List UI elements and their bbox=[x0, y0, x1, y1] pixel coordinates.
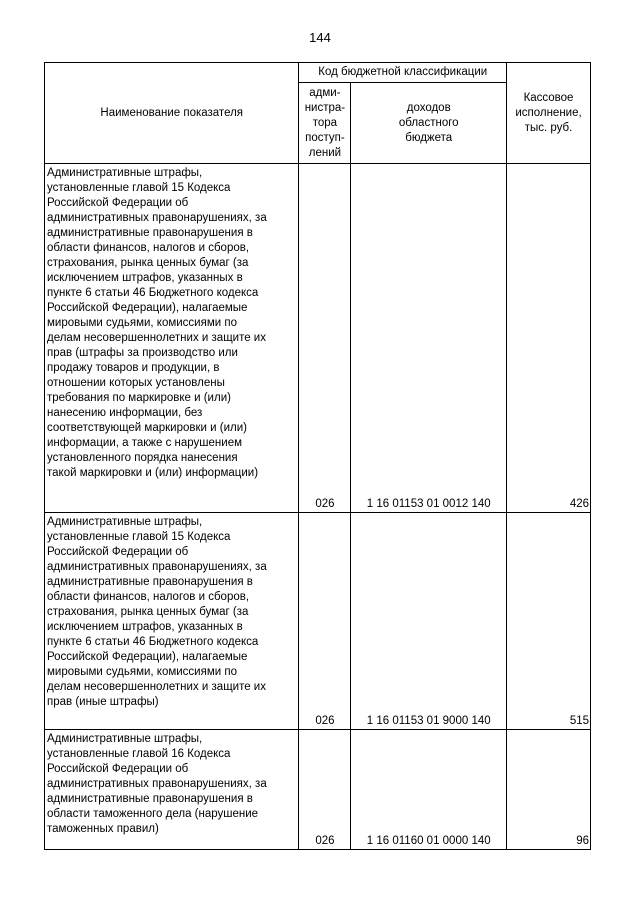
column-header-name: Наименование показателя bbox=[45, 63, 299, 164]
row-name-line: административных правонарушениях, за bbox=[47, 561, 267, 573]
row-name-line: административных правонарушениях, за bbox=[47, 212, 267, 224]
column-header-admin bbox=[299, 83, 351, 164]
row-name-line: мировыми судьями, комиссиями по bbox=[47, 317, 237, 329]
row-name-line: административных правонарушениях, за bbox=[47, 778, 267, 790]
row-name-line: области финансов, налогов и сборов, bbox=[47, 242, 250, 254]
row-name-line: пункте 6 статьи 46 Бюджетного кодекса bbox=[47, 287, 259, 299]
row-name-line: информации, а также с нарушением bbox=[47, 437, 243, 449]
page-number: 144 bbox=[309, 30, 331, 45]
row-amount: 96 bbox=[507, 730, 591, 850]
column-header-income bbox=[351, 83, 507, 164]
row-name-line: таможенных правил) bbox=[47, 823, 159, 835]
row-name-line: установленного порядка нанесения bbox=[47, 452, 238, 464]
row-name-line: области таможенного дела (нарушение bbox=[47, 808, 259, 820]
row-name-line: исключением штрафов, указанных в bbox=[47, 272, 243, 284]
admin-header-line: адми- bbox=[309, 86, 341, 99]
income-header-line: доходов bbox=[406, 101, 451, 114]
row-name-line: нанесению информации, без bbox=[47, 407, 203, 419]
row-name-line: Российской Федерации), налагаемые bbox=[47, 302, 248, 314]
row-name-line: продажу товаров и продукции, в bbox=[47, 362, 220, 374]
table-row bbox=[45, 513, 591, 730]
admin-header-line: лений bbox=[308, 146, 342, 159]
row-name-line: установленные главой 15 Кодекса bbox=[47, 182, 231, 194]
row-name-line: пункте 6 статьи 46 Бюджетного кодекса bbox=[47, 636, 259, 648]
row-name-line: административные правонарушения в bbox=[47, 227, 253, 239]
row-amount: 426 bbox=[507, 164, 591, 513]
row-name-line: исключением штрафов, указанных в bbox=[47, 621, 243, 633]
row-name-cell bbox=[45, 730, 299, 850]
row-name-line: отношении которых установлены bbox=[47, 377, 225, 389]
row-budget-code: 1 16 01160 01 0000 140 bbox=[351, 730, 507, 850]
row-budget-code: 1 16 01153 01 0012 140 bbox=[351, 164, 507, 513]
table-row bbox=[45, 164, 591, 513]
row-name-line: Административные штрафы, bbox=[47, 167, 203, 179]
income-header-line: бюджета bbox=[405, 131, 453, 144]
admin-header-line: поступ- bbox=[305, 131, 345, 144]
row-name-line: требования по маркировке и (или) bbox=[47, 392, 231, 404]
row-name-line: делам несовершеннолетних и защите их bbox=[47, 332, 266, 344]
row-name-line: прав (штрафы за производство или bbox=[47, 347, 238, 359]
row-amount: 515 bbox=[507, 513, 591, 730]
row-name-line: Административные штрафы, bbox=[47, 733, 203, 745]
row-name-line: Российской Федерации об bbox=[47, 763, 189, 775]
row-name-line: Российской Федерации об bbox=[47, 197, 189, 209]
table-row bbox=[45, 730, 591, 850]
row-name-line: Российской Федерации), налагаемые bbox=[47, 651, 248, 663]
row-name-cell bbox=[45, 513, 299, 730]
budget-table bbox=[44, 62, 591, 850]
admin-header-line: нистра- bbox=[304, 101, 346, 114]
column-header-code-group: Код бюджетной классификации bbox=[299, 63, 507, 83]
income-header-line: областного bbox=[398, 116, 459, 129]
amount-header-line: тыс. руб. bbox=[524, 121, 573, 134]
row-name-line: страхования, рынка ценных бумаг (за bbox=[47, 257, 249, 269]
column-header-amount bbox=[507, 63, 591, 164]
row-admin-code: 026 bbox=[299, 730, 351, 850]
row-name-line: делам несовершеннолетних и защите их bbox=[47, 681, 266, 693]
row-name-line: административные правонарушения в bbox=[47, 576, 253, 588]
row-admin-code: 026 bbox=[299, 513, 351, 730]
row-name-line: Российской Федерации об bbox=[47, 546, 189, 558]
row-name-line: Административные штрафы, bbox=[47, 516, 203, 528]
row-name-line: области финансов, налогов и сборов, bbox=[47, 591, 250, 603]
row-budget-code: 1 16 01153 01 9000 140 bbox=[351, 513, 507, 730]
row-name-line: установленные главой 16 Кодекса bbox=[47, 748, 231, 760]
row-name-line: прав (иные штрафы) bbox=[47, 696, 159, 708]
row-name-line: установленные главой 15 Кодекса bbox=[47, 531, 231, 543]
amount-header-line: исполнение, bbox=[515, 106, 582, 119]
row-name-line: соответствующей маркировки и (или) bbox=[47, 422, 247, 434]
row-name-cell bbox=[45, 164, 299, 513]
row-admin-code: 026 bbox=[299, 164, 351, 513]
row-name-line: страхования, рынка ценных бумаг (за bbox=[47, 606, 249, 618]
admin-header-line: тора bbox=[312, 116, 338, 129]
amount-header-line: Кассовое bbox=[523, 91, 574, 104]
row-name-line: мировыми судьями, комиссиями по bbox=[47, 666, 237, 678]
row-name-line: такой маркировки и (или) информации) bbox=[47, 467, 259, 479]
row-name-line: административные правонарушения в bbox=[47, 793, 253, 805]
